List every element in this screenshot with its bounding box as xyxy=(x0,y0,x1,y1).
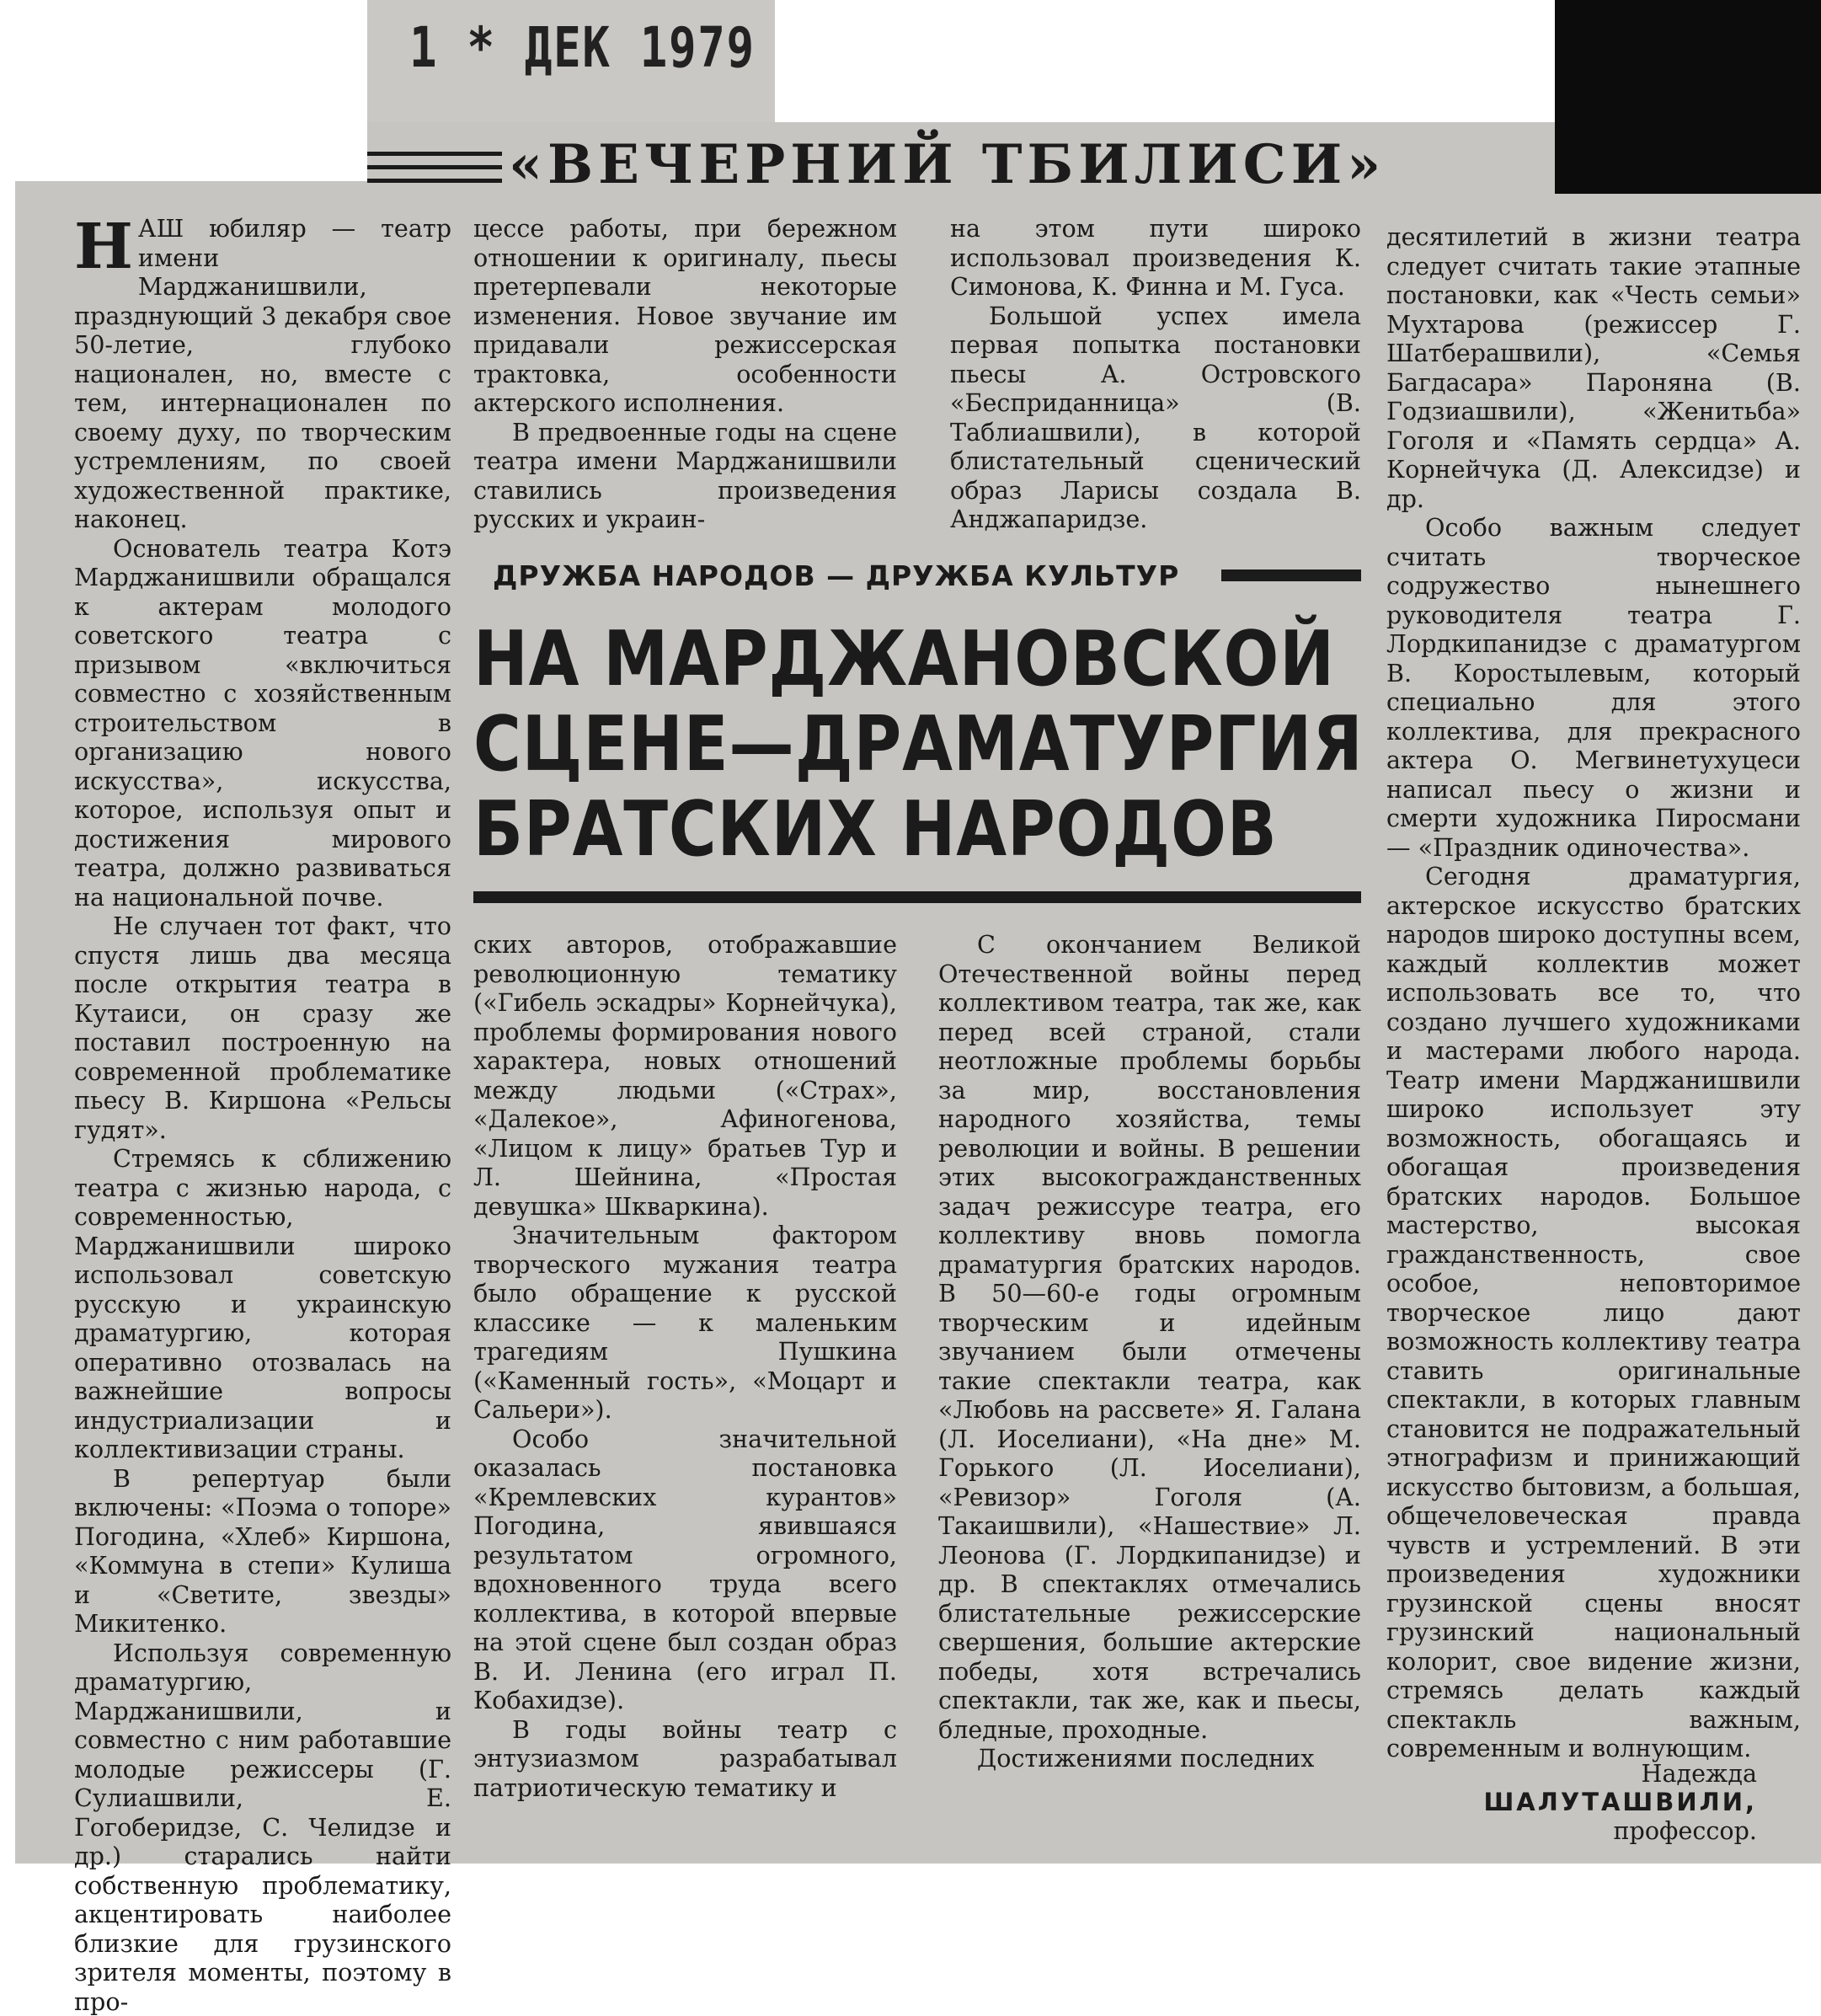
date-stamp: 1 * ДЕК 1979 xyxy=(409,15,756,80)
article-paragraph: Не случаен тот факт, что спустя лишь два месяца после открытия театра в Кутаиси, он сразу же поставил построенную на современной проблематике пьесу В. Киршона «Рельсы гудят». xyxy=(74,912,451,1144)
article-paragraph: С окончанием Великой Отечественной войны перед коллективом театра, так же, как перед всей страной, стали неотложные проблемы борьбы за мир, восстановления народного хозяйства, темы революции и войны. В решении этих высокогражданственных задач режиссуре театра, его коллективу вновь помогла драматургия братских народов. В 50—60-е годы огромным творческим и идейным звучанием были отмечены такие спектакли театра, как «Любовь на рассвете» Я. Галана (Л. Иоселиани), «На дне» М. Горького (Л. Иоселиани), «Ревизор» Гоголя (А. Такаишвили), «Нашествие» Л. Леонова (Г. Лордкипанидзе) и др. В спектаклях отмечались блистательные режиссерские свершения, большие актерские победы, хотя встречались спектакли, так же, как и пьесы, бледные, проходные. xyxy=(938,930,1361,1744)
article-paragraph: десятилетий в жизни театра следует считать такие этапные постановки, как «Честь семьи» Мухтарова (режиссер Г. Шатберашвили), «Семья Багдасара» Пароняна (В. Годзиашвили), «Женитьба» Гоголя и «Память сердца» А. Корнейчука (Д. Алексидзе) и др. xyxy=(1386,222,1801,513)
article-column-4 xyxy=(1386,222,1801,1763)
author-title: профессор. xyxy=(1386,1816,1757,1845)
masthead-rule-2 xyxy=(367,165,502,169)
author-signature xyxy=(1386,1759,1757,1845)
paragraph-text: АШ юбиляр — театр имени Марджанишвили, празднующий 3 декабря свое 50-летие, глубоко национален, но, вместе с тем, интернационален по своему духу, по творческим устремлениям, по своей художественной практике, наконец. xyxy=(74,214,451,533)
article-paragraph: Сегодня драматургия, актерское искусство братских народов широко доступны всем, каждый коллектив может использовать все то, что создано лучшего художниками и мастерами любого народа. Театр имени Марджанишвили широко использует эту возможность, обогащаясь и обогащая произведения братских народов. Большое мастерство, высокая гражданственность, свое особое, неповторимое творческое лицо дают возможность коллективу театра ставить оригинальные спектакли, в которых главным становится не подражательный этнографизм и принижающий искусство бытовизм, а большая, общечеловеческая правда чувств и устремлений. В эти произведения художники грузинской сцены вносят грузинский национальный колорит, свое видение жизни, стремясь делать каждый спектакль важным, современным и волнующим. xyxy=(1386,862,1801,1763)
article-paragraph xyxy=(74,214,451,534)
article-paragraph: Используя современную драматургию, Марджанишвили, и совместно с ним работавшие молодые режиссеры (Г. Сулиашвили, Е. Гогоберидзе, С. Челидзе и др.) старались найти собственную проблематику, акцентировать наиболее близкие для грузинского зрителя моменты, поэтому в про- xyxy=(74,1639,451,2016)
article-paragraph: ских авторов, отображавшие революционную тематику («Гибель эскадры» Корнейчука), проблемы формирования нового характера, новых отношений между людьми («Страх», «Далекое», Афиногенова, «Лицом к лицу» братьев Тур и Л. Шейнина, «Простая девушка» Шкваркина). xyxy=(473,930,897,1221)
article-column-3-bottom xyxy=(938,930,1361,1773)
article-headline xyxy=(473,617,1364,872)
article-column-1 xyxy=(74,214,451,2016)
article-paragraph: В годы войны театр с энтузиазмом разрабатывал патриотическую тематику и xyxy=(473,1715,897,1803)
drop-cap: Н xyxy=(74,221,133,273)
article-paragraph: на этом пути широко использовал произведения К. Симонова, К. Финна и М. Гуса. xyxy=(950,214,1361,302)
article-paragraph: Особо значительной оказалась постановка «Кремлевских курантов» Погодина, явившаяся результатом огромного, вдохновенного труда всего коллектива, в которой впервые на этой сцене был создан образ В. И. Ленина (его играл П. Кобахидзе). xyxy=(473,1425,897,1715)
article-paragraph: цессе работы, при бережном отношении к оригиналу, пьесы претерпевали некоторые изменения. Новое звучание им придавали режиссерская трактовка, особенности актерского исполнения. xyxy=(473,214,897,418)
author-first-name: Надежда xyxy=(1386,1759,1757,1788)
article-paragraph: Основатель театра Котэ Марджанишвили обращался к актерам молодого советского театра с призывом «включиться совместно с хозяйственным строительством в организацию нового искусства», искусства, которое, используя опыт и достижения мирового театра, должно развиваться на национальной почве. xyxy=(74,534,451,912)
article-column-2-top xyxy=(473,214,897,534)
author-last-name: ШАЛУТАШВИЛИ, xyxy=(1386,1788,1757,1816)
headline-line: НА МАРДЖАНОВСКОЙ xyxy=(473,617,1364,702)
masthead-rule-1 xyxy=(367,152,502,156)
article-paragraph: Значительным фактором творческого мужания театра было обращение к русской классике — к маленьким трагедиям Пушкина («Каменный гость», «Моцарт и Сальери»). xyxy=(473,1221,897,1425)
article-paragraph: Стремясь к сближению театра с жизнью народа, с современностью, Марджанишвили широко использовал советскую русскую и украинскую драматургию, которая оперативно отозвалась на важнейшие вопросы индустриализации и коллективизации страны. xyxy=(74,1144,451,1464)
section-rubric: ДРУЖБА НАРОДОВ — ДРУЖБА КУЛЬТУР xyxy=(493,559,1179,592)
article-column-3-top xyxy=(950,214,1361,534)
headline-line: СЦЕНЕ—ДРАМАТУРГИЯ xyxy=(473,702,1364,787)
headline-rule xyxy=(473,891,1361,903)
article-paragraph: Достижениями последних xyxy=(938,1744,1361,1773)
scan-background-corner xyxy=(1555,0,1821,194)
article-paragraph: Особо важным следует считать творческое содружество нынешнего руководителя театра Г. Лордкипанидзе с драматургом В. Коростылевым, который специально для этого коллектива, для прекрасного актера О. Мегвинетухуцеси написал пьесу о жизни и смерти художника Пиросмани — «Праздник одиночества». xyxy=(1386,513,1801,862)
newspaper-masthead: «ВЕЧЕРНИЙ ТБИЛИСИ» xyxy=(509,133,1386,196)
headline-line: БРАТСКИХ НАРОДОВ xyxy=(473,787,1364,872)
article-column-2-bottom xyxy=(473,930,897,1802)
article-paragraph: Большой успех имела первая попытка постановки пьесы А. Островского «Бесприданница» (В. Таблиашвили), в которой блистательный сценический образ Ларисы создала В. Анджапаридзе. xyxy=(950,302,1361,534)
article-paragraph: В репертуар были включены: «Поэма о топоре» Погодина, «Хлеб» Киршона, «Коммуна в степи» Кулиша и «Светите, звезды» Микитенко. xyxy=(74,1464,451,1639)
masthead-rule-3 xyxy=(367,179,502,183)
rubric-rule xyxy=(1221,570,1361,581)
article-paragraph: В предвоенные годы на сцене театра имени Марджанишвили ставились произведения русских и украин- xyxy=(473,418,897,534)
